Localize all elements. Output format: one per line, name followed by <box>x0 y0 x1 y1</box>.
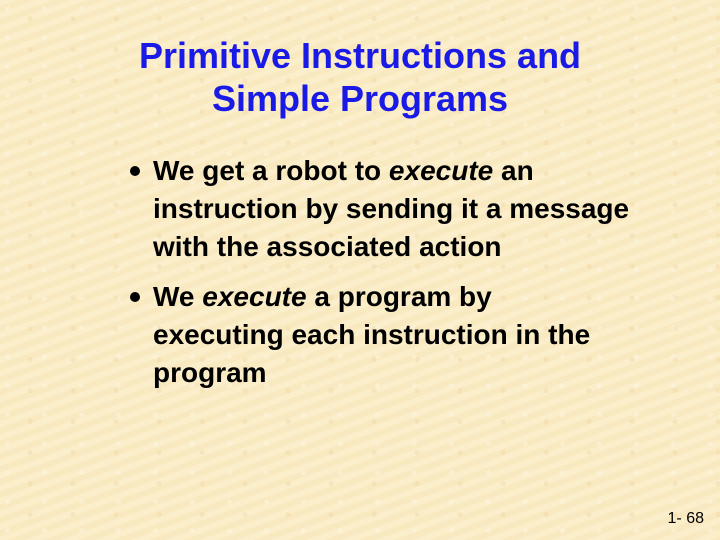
bullet-item <box>130 152 630 266</box>
slide-title-line-2: Simple Programs <box>211 78 509 119</box>
bullet-dot-icon <box>130 166 140 176</box>
slide-title <box>60 34 660 120</box>
bullet-text-pre: We <box>153 281 203 312</box>
bullet-text-post: a program by executing each instruction in the program <box>153 281 591 388</box>
slide-number: 1- 68 <box>667 510 704 527</box>
slide-title-line-1: Primitive Instructions and <box>138 35 582 76</box>
bullet-list <box>130 152 630 404</box>
bullet-item <box>130 278 630 392</box>
bullet-text-emphasis: execute <box>202 281 307 312</box>
bullet-text-pre: We get a robot to <box>153 155 389 186</box>
bullet-text-post: an instruction by sending it a message with the associated action <box>153 155 630 262</box>
bullet-text-emphasis: execute <box>388 155 494 186</box>
bullet-dot-icon <box>130 292 140 302</box>
